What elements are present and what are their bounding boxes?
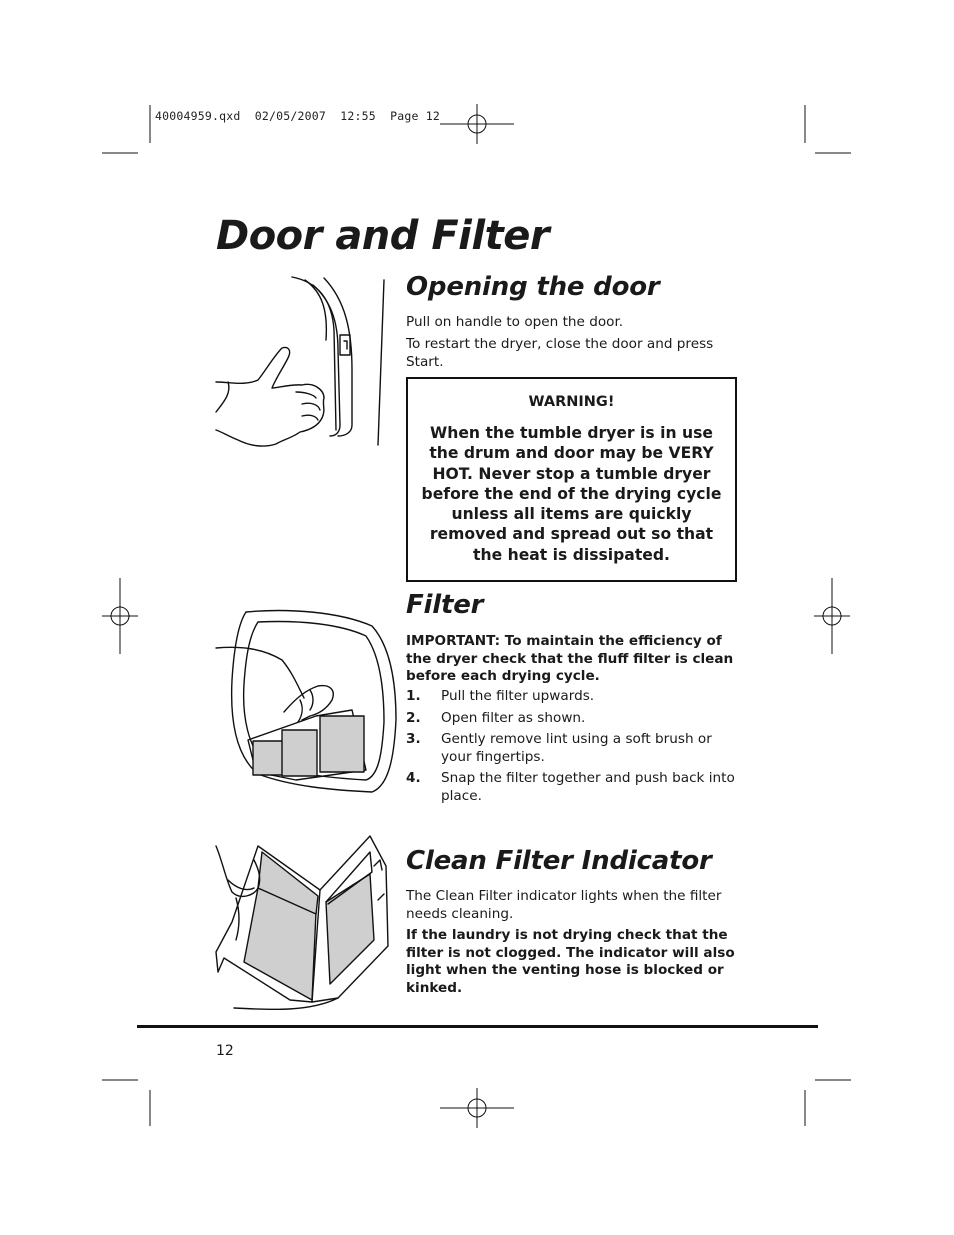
warning-text: When the tumble dryer is in use the drum and door may be VERY HOT. Never stop a tumble dryer before the end of the drying cycle unless all items are quickly removed and spread out so that the heat is dissipated.: [421, 424, 722, 564]
clean-filter-heading: Clean Filter Indicator: [406, 846, 712, 876]
opening-door-heading: Opening the door: [406, 272, 660, 302]
clean-filter-description: The Clean Filter indicator lights when the filter needs cleaning.: [406, 888, 722, 922]
filter-step: [406, 770, 736, 805]
step-number: 4.: [406, 770, 421, 786]
step-number: 3.: [406, 731, 421, 747]
step-text: Pull the filter upwards.: [441, 688, 595, 704]
registration-mark-left: [102, 578, 138, 654]
step-text: Open filter as shown.: [441, 709, 586, 726]
clean-filter-note: If the laundry is not drying check that the filter is not clogged. The indicator will also light when the venting hose is blocked or kinked.: [406, 927, 735, 996]
warning-box: [406, 377, 737, 582]
door-opening-illustration: [216, 277, 384, 446]
page-number: 12: [216, 1043, 234, 1059]
warning-heading: WARNING!: [528, 394, 615, 410]
filter-steps: [406, 688, 736, 809]
filter-important-note: IMPORTANT: To maintain the efficiency of the dryer check that the fluff filter is clean before each drying cycle.: [406, 633, 734, 684]
page-title: Door and Filter: [216, 213, 550, 259]
step-text: Gently remove lint using a soft brush or your fingertips.: [441, 731, 712, 765]
step-number: 1.: [406, 688, 421, 704]
registration-mark-bottom: [440, 1088, 514, 1128]
filter-step: [406, 710, 736, 728]
filter-step: [406, 731, 736, 766]
footer-rule: [137, 1025, 818, 1028]
slug-line: 40004959.qxd 02/05/2007 12:55 Page 12: [155, 109, 440, 123]
filter-illustration: [216, 611, 396, 792]
open-filter-illustration: [216, 836, 388, 1009]
opening-door-instruction: Pull on handle to open the door.: [406, 314, 624, 330]
step-number: 2.: [406, 709, 421, 726]
filter-step: [406, 688, 736, 706]
registration-mark-right: [814, 578, 850, 654]
filter-heading: Filter: [406, 590, 484, 620]
restart-instruction: To restart the dryer, close the door and press Start.: [406, 336, 714, 370]
registration-mark-top: [440, 104, 514, 144]
step-text: Snap the filter together and push back into place.: [441, 770, 735, 804]
